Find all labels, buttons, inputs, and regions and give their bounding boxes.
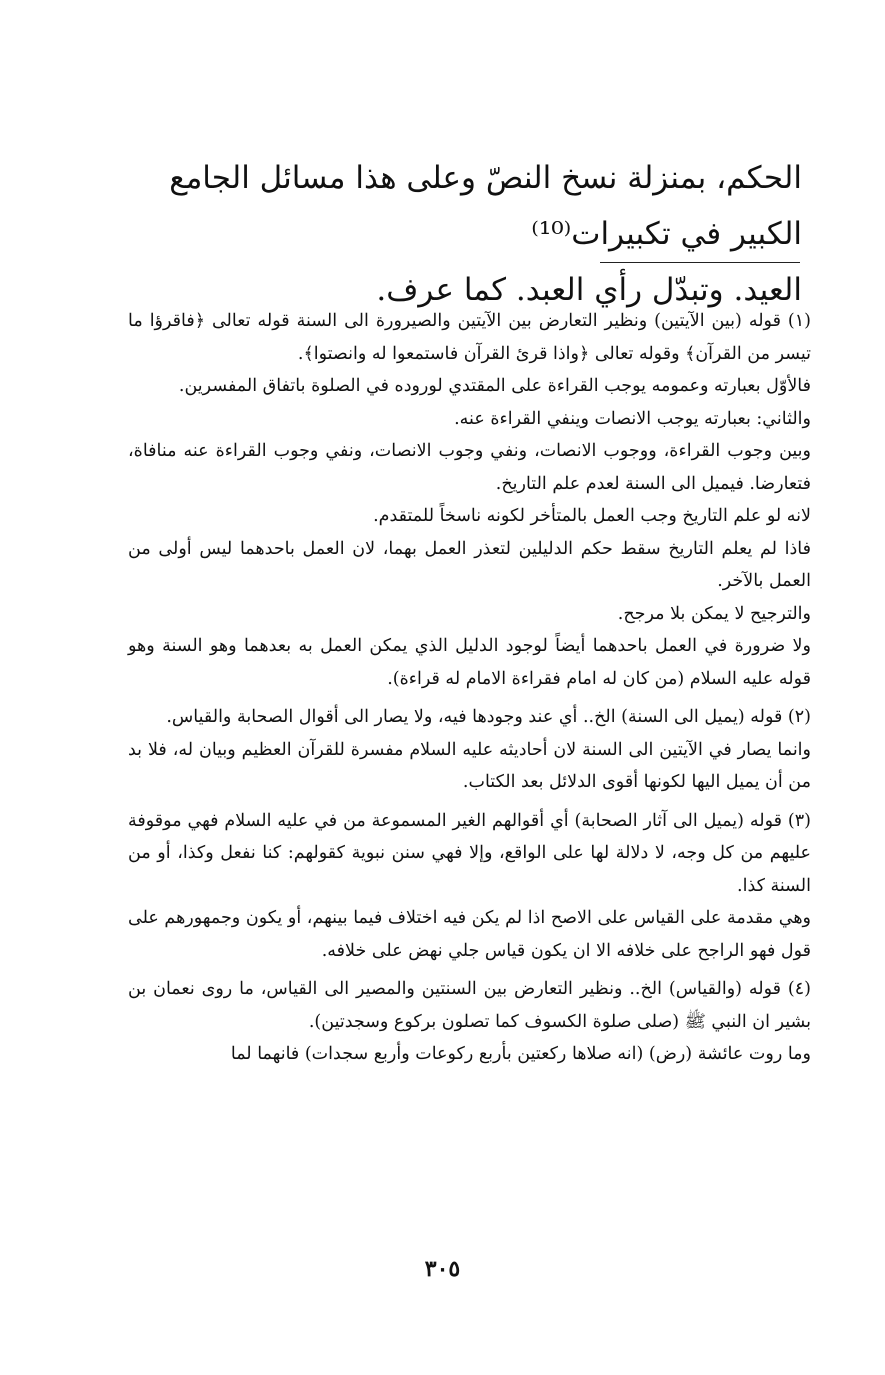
footnotes: [128, 305, 811, 1071]
main-text-line: الحكم، بمنزلة نسخ النصّ وعلى هذا مسائل الجامع الكبير في تكبيرات⁽¹⁰⁾: [169, 160, 802, 252]
footnote-1: (١) قوله (بين الآيتين) ونظير التعارض بين الآيتين والصيرورة الى السنة قوله تعالى ﴿فاقرؤا ما تيسر من القرآن﴾ وقوله تعالى ﴿واذا قرئ القرآن فاستمعوا له وانصتوا﴾.: [128, 311, 811, 364]
footnote-3: (٣) قوله (يميل الى آثار الصحابة) أي أقوالهم الغير المسموعة من في عليه السلام فهي موقوفة عليهم من كل وجه، لا دلالة لها على الواقع، وإلا فهي سنن نبوية كقولهم: كنا نفعل وكذا، أو من السنة كذا.: [128, 810, 811, 896]
page-number: ٣٠٥: [424, 1256, 461, 1282]
footnote-2: (٢) قوله (يميل الى السنة) الخ.. أي عند وجودها فيه، ولا يصار الى أقوال الصحابة والقياس.: [166, 707, 811, 727]
main-text: [100, 150, 802, 318]
footnote-paragraph: فالأوّل بعبارته وعمومه يوجب القراءة على المقتدي لوروده في الصلوة باتفاق المفسرين.: [178, 376, 811, 396]
main-text-line: العيد. وتبدّل رأي العبد. كما عرف.: [376, 272, 802, 308]
footnote-paragraph: وهي مقدمة على القياس على الاصح اذا لم يكن فيه اختلاف فيما بينهم، أو يكون وجمهورهم على قول فهو الراجح على خلافه الا ان يكون قياس جلي نهض على خلافه.: [128, 908, 811, 961]
footnote-divider: [600, 262, 800, 263]
footnote-paragraph: وبين وجوب القراءة، ووجوب الانصات، ونفي وجوب الانصات، ونفي وجوب القراءة عنه منافاة، فتعارضا. فيميل الى السنة لعدم علم التاريخ.: [128, 441, 811, 494]
footnote-paragraph: فاذا لم يعلم التاريخ سقط حكم الدليلين لتعذر العمل بهما، لان العمل باحدهما ليس أولى من العمل بالآخر.: [128, 538, 811, 591]
footnote-paragraph: والترجيح لا يمكن بلا مرجح.: [617, 603, 811, 624]
footnote-paragraph: لانه لو علم التاريخ وجب العمل بالمتأخر لكونه ناسخاً للمتقدم.: [373, 506, 811, 526]
footnote-paragraph: وما روت عائشة (رض) (انه صلاها ركعتين بأربع ركوعات وأربع سجدات) فانهما لما: [230, 1044, 811, 1064]
footnote-paragraph: والثاني: بعبارته يوجب الانصات وينفي القراءة عنه.: [454, 408, 811, 429]
footnote-paragraph: وانما يصار في الآيتين الى السنة لان أحاديثه عليه السلام مفسرة للقرآن العظيم وبيان له، فلا بد من أن يميل اليها لكونها أقوى الدلائل بعد الكتاب.: [128, 739, 811, 792]
footnote-paragraph: ولا ضرورة في العمل باحدهما أيضاً لوجود الدليل الذي يمكن العمل به بعدهما وهو السنة وهو قوله عليه السلام (من كان له امام فقراءة الامام له قراءة).: [128, 636, 811, 689]
footnote-4: (٤) قوله (والقياس) الخ.. ونظير التعارض بين السنتين والمصير الى القياس، ما روى نعمان بن بشير ان النبي ﷺ (صلى صلوة الكسوف كما تصلون بركوع وسجدتين).: [128, 979, 811, 1032]
